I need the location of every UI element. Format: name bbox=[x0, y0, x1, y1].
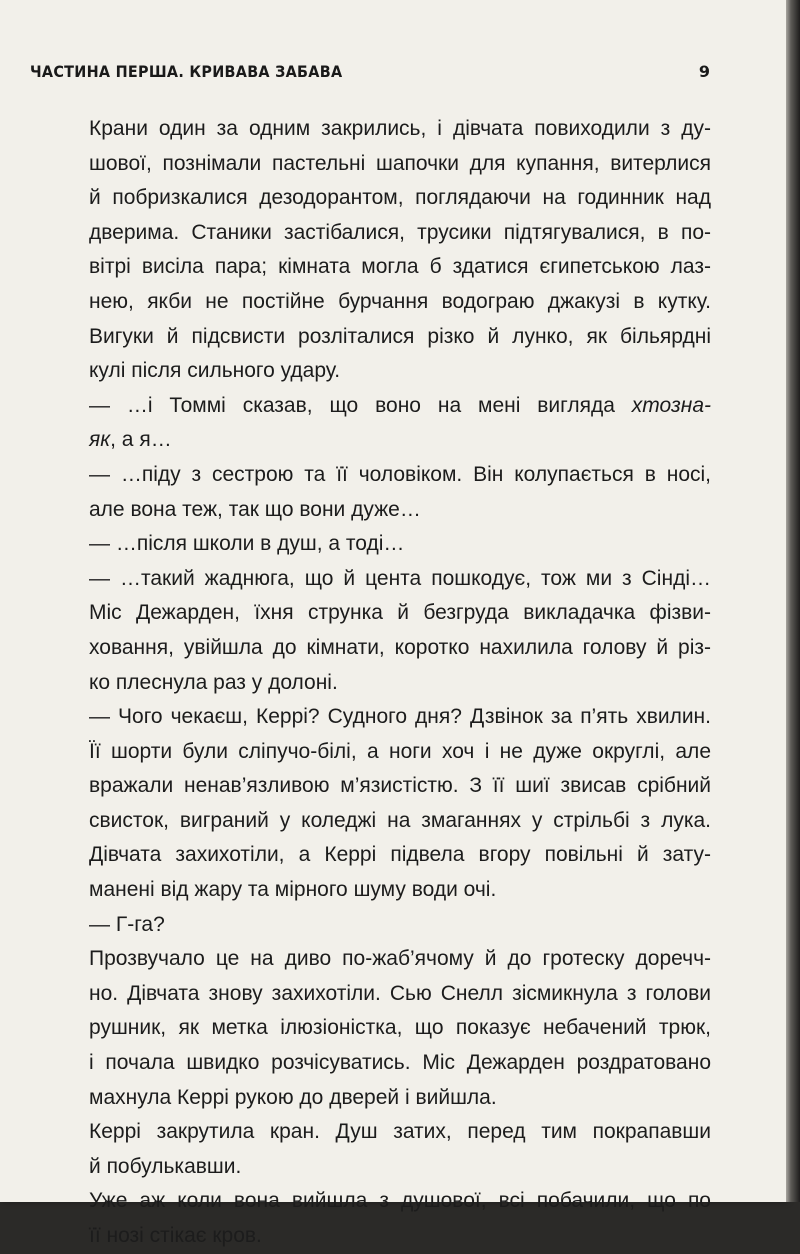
text-fragment: нею, якби не постійне бурчання водограю джакузі в кутку. bbox=[89, 289, 711, 313]
text-fragment: Керрі закрутила кран. Душ затих, перед тим покрапавши bbox=[89, 1120, 711, 1144]
text-fragment: і почала швидко розчісуватись. Міс Дежарден роздратовано bbox=[89, 1051, 711, 1075]
text-line bbox=[89, 735, 711, 770]
text-line bbox=[89, 666, 711, 701]
text-line bbox=[89, 181, 711, 216]
text-line bbox=[89, 1219, 711, 1254]
text-fragment: вражали ненав’язливою м’язистістю. З її шиї звисав срібний bbox=[89, 774, 711, 798]
text-fragment: — Г-га? bbox=[89, 912, 165, 936]
text-line bbox=[89, 700, 711, 735]
text-line bbox=[89, 1046, 711, 1081]
text-line bbox=[89, 354, 711, 389]
page-number: 9 bbox=[698, 62, 710, 81]
text-fragment: вітрі висіла пара; кімната могла б здатися єгипетською лаз- bbox=[89, 255, 711, 279]
text-fragment: Міс Дежарден, їхня струнка й безгруда викладачка фізви- bbox=[89, 601, 711, 625]
text-fragment: — …піду з сестрою та її чоловіком. Він колупається в носі, bbox=[89, 462, 711, 486]
text-fragment: но. Дівчата знову захихотіли. Сью Снелл зісмикнула з голови bbox=[89, 981, 711, 1005]
text-line bbox=[89, 804, 711, 839]
text-line bbox=[89, 250, 711, 285]
text-line bbox=[89, 769, 711, 804]
text-line bbox=[89, 389, 711, 424]
text-fragment: Вигуки й підсвисти розліталися різко й лунко, як більярдні bbox=[89, 324, 711, 348]
text-fragment: — …такий жаднюга, що й цента пошкодує, тож ми з Сінді… bbox=[89, 566, 711, 590]
text-line bbox=[89, 1150, 711, 1185]
text-line bbox=[89, 873, 711, 908]
text-fragment: шової, познімали пастельні шапочки для купання, витерлися bbox=[89, 151, 711, 175]
text-fragment: дверима. Станики застібалися, трусики підтягувалися, в по- bbox=[89, 220, 711, 244]
italic-fragment: хтозна- bbox=[631, 393, 711, 417]
text-line bbox=[89, 320, 711, 355]
text-line bbox=[89, 493, 711, 528]
page-header bbox=[30, 62, 710, 88]
running-title: ЧАСТИНА ПЕРША. КРИВАВА ЗАБАВА bbox=[30, 62, 343, 81]
text-line bbox=[89, 977, 711, 1012]
text-fragment: рушник, як метка ілюзіоністка, що показує небачений трюк, bbox=[89, 1016, 711, 1040]
text-line bbox=[89, 147, 711, 182]
text-fragment: , а я… bbox=[110, 428, 172, 452]
text-line bbox=[89, 908, 711, 943]
page-edge bbox=[786, 0, 800, 1202]
text-line bbox=[89, 942, 711, 977]
text-fragment: кулі після сильного удару. bbox=[89, 359, 341, 383]
text-line bbox=[89, 562, 711, 597]
text-fragment: Дівчата захихотіли, а Керрі підвела вгору повільні й зату- bbox=[89, 843, 711, 867]
text-line bbox=[89, 1011, 711, 1046]
text-fragment: й побризкалися дезодорантом, поглядаючи на годинник над bbox=[89, 186, 711, 210]
text-fragment: Крани один за одним закрились, і дівчата повиходили з ду- bbox=[89, 117, 711, 140]
text-fragment: Її шорти були сліпучо-білі, а ноги хоч і не дуже округлі, але bbox=[89, 739, 711, 763]
text-fragment: ховання, увійшла до кімнати, коротко нахилила голову й різ- bbox=[89, 635, 711, 659]
text-fragment: її нозі стікає кров. bbox=[89, 1224, 262, 1247]
text-line bbox=[89, 112, 711, 147]
text-line bbox=[89, 423, 711, 458]
text-fragment: свисток, виграний у коледжі на змаганнях у стрільбі з лука. bbox=[89, 808, 711, 832]
text-fragment: манені від жару та мірного шуму води очі. bbox=[89, 878, 497, 902]
text-line bbox=[89, 216, 711, 251]
text-line bbox=[89, 458, 711, 493]
text-fragment: Уже аж коли вона вийшла з душової, всі побачили, що по bbox=[89, 1189, 711, 1213]
text-fragment: але вона теж, так що вони дуже… bbox=[89, 497, 421, 521]
text-fragment: — …після школи в душ, а тоді… bbox=[89, 532, 405, 556]
text-line bbox=[89, 596, 711, 631]
body-text bbox=[89, 112, 711, 1254]
text-fragment: — Чого чекаєш, Керрі? Судного дня? Дзвінок за п’ять хвилин. bbox=[89, 705, 711, 729]
text-fragment: — …і Томмі сказав, що воно на мені вигляда bbox=[89, 393, 632, 417]
text-fragment: й побулькавши. bbox=[89, 1154, 242, 1178]
text-line bbox=[89, 285, 711, 320]
italic-fragment: як bbox=[89, 428, 111, 452]
text-line bbox=[89, 631, 711, 666]
text-fragment: ко плеснула раз у долоні. bbox=[89, 670, 338, 694]
text-line bbox=[89, 1184, 711, 1219]
text-line bbox=[89, 527, 711, 562]
text-fragment: Прозвучало це на диво по-жаб’ячому й до гротеску доречч- bbox=[89, 947, 711, 971]
text-line bbox=[89, 838, 711, 873]
text-line bbox=[89, 1115, 711, 1150]
text-line bbox=[89, 1081, 711, 1116]
text-fragment: махнула Керрі рукою до дверей і вийшла. bbox=[89, 1085, 497, 1109]
